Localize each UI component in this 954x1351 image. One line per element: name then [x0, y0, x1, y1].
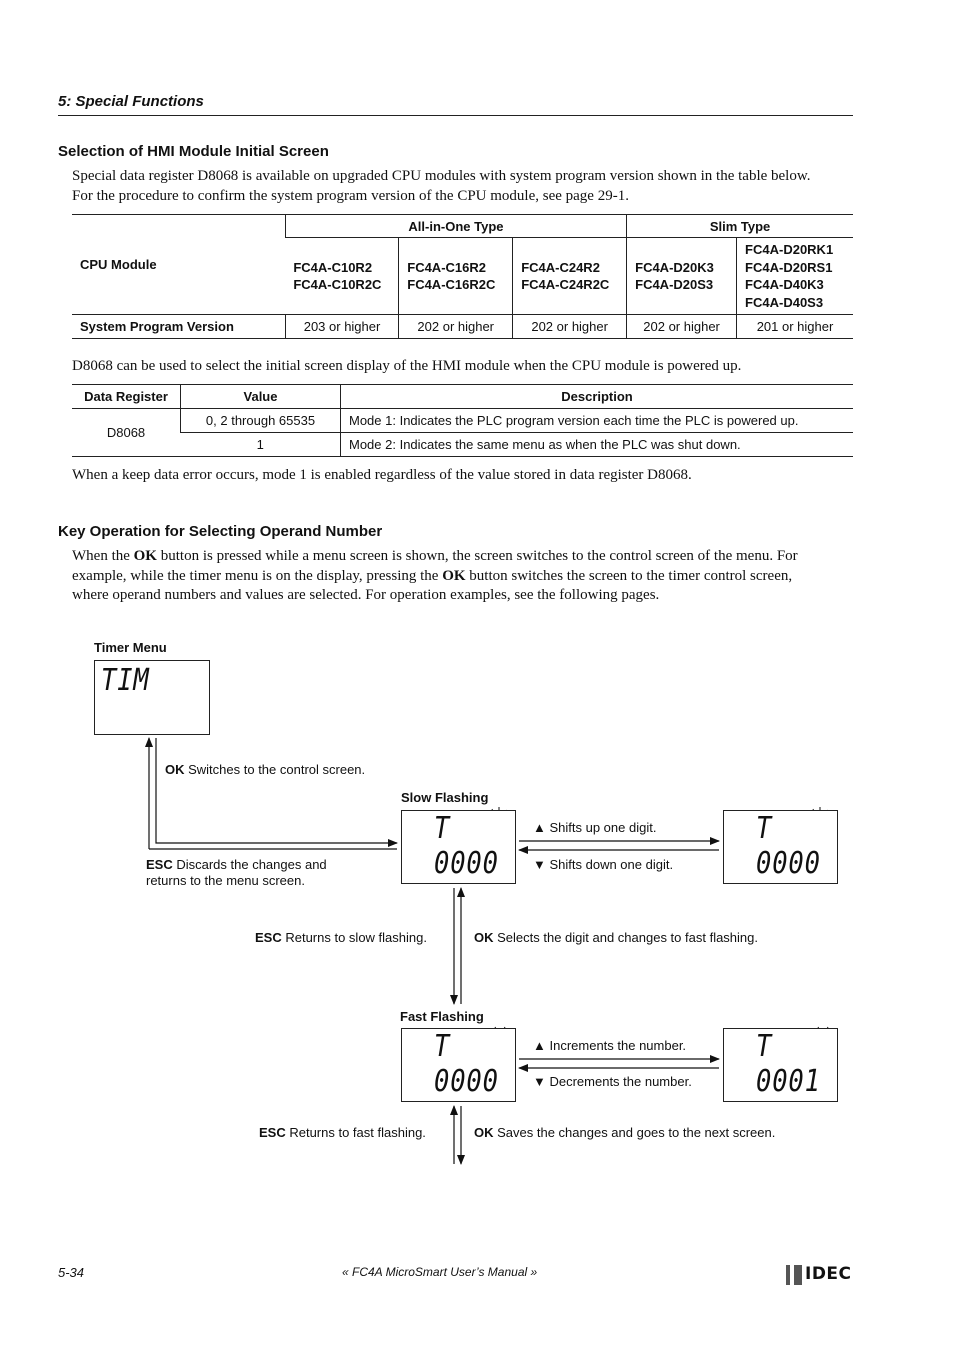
description-cell: Mode 1: Indicates the PLC program version each time the PLC is powered up.	[341, 409, 854, 433]
header-data-register: Data Register	[72, 385, 181, 409]
label-esc-fast: ESC Returns to fast flashing.	[259, 1125, 426, 1140]
paragraph-intro-2: For the procedure to confirm the system program version of the CPU module, see page 29-1.	[72, 188, 629, 204]
label-ok-select: OK Selects the digit and changes to fast flashing.	[474, 930, 759, 945]
timer-menu-label: Timer Menu	[94, 640, 167, 655]
lcd-slow-flashing-shifted	[723, 810, 838, 884]
paragraph-intro-1: Special data register D8068 is available on upgraded CPU modules with system program version shown in the table below.	[72, 168, 811, 184]
lcd-fast-flashing	[401, 1028, 516, 1102]
section-heading-hmi: Selection of HMI Module Initial Screen	[58, 143, 329, 160]
section-heading-key-operation: Key Operation for Selecting Operand Number	[58, 523, 383, 540]
version-cell: 202 or higher	[513, 315, 627, 339]
chapter-title: 5: Special Functions	[58, 93, 204, 110]
header-value: Value	[181, 385, 341, 409]
label-esc-slow: ESC Returns to slow flashing.	[255, 930, 427, 945]
cpu-module-label: CPU Module	[72, 215, 285, 315]
label-increment: ▲ Increments the number.	[533, 1038, 687, 1053]
module-cell: FC4A-D20RK1 FC4A-D20RS1 FC4A-D40K3 FC4A-D40S3	[737, 238, 853, 315]
paragraph-key-1: When the OK button is pressed while a menu screen is shown, the screen switches to the control screen of the menu. For	[72, 548, 798, 564]
version-cell: 202 or higher	[627, 315, 737, 339]
slow-flashing-label: Slow Flashing	[401, 790, 489, 805]
module-cell: FC4A-C24R2 FC4A-C24R2C	[513, 238, 627, 315]
group-slim: Slim Type	[627, 215, 853, 238]
paragraph-key-2: example, while the timer menu is on the display, pressing the OK button switches the screen to the timer control screen,	[72, 568, 793, 584]
module-cell: FC4A-D20K3 FC4A-D20S3	[627, 238, 737, 315]
idec-logo	[786, 1264, 854, 1286]
header-description: Description	[341, 385, 854, 409]
version-cell: 202 or higher	[399, 315, 513, 339]
version-cell: 203 or higher	[285, 315, 398, 339]
group-all-in-one: All-in-One Type	[285, 215, 626, 238]
module-cell: FC4A-C16R2 FC4A-C16R2C	[399, 238, 513, 315]
version-cell: 201 or higher	[737, 315, 853, 339]
system-version-label: System Program Version	[72, 315, 285, 339]
lcd-slow-flashing	[401, 810, 516, 884]
lcd-text: TIM	[101, 663, 150, 698]
page-number: 5-34	[58, 1265, 85, 1280]
value-cell: 0, 2 through 65535	[181, 409, 341, 433]
value-cell: 1	[181, 433, 341, 457]
register-name: D8068	[72, 409, 181, 457]
lcd-text: T 0000	[434, 811, 499, 881]
module-cell: FC4A-C10R2 FC4A-C10R2C	[285, 238, 398, 315]
fast-flashing-label: Fast Flashing	[400, 1009, 484, 1024]
description-cell: Mode 2: Indicates the same menu as when the PLC was shut down.	[341, 433, 854, 457]
lcd-text: T 0001	[756, 1029, 821, 1099]
lcd-text: T 0000	[434, 1029, 499, 1099]
lcd-timer-menu	[94, 660, 210, 735]
label-ok-save: OK Saves the changes and goes to the next screen.	[474, 1125, 776, 1140]
label-ok-switch: OK Switches to the control screen.	[165, 762, 366, 777]
label-shift-down: ▼ Shifts down one digit.	[533, 857, 674, 872]
label-decrement: ▼ Decrements the number.	[533, 1074, 692, 1089]
idec-logo-text: IDEC	[805, 1264, 852, 1284]
paragraph-d8068-usage: D8068 can be used to select the initial screen display of the HMI module when the CPU module is powered up.	[72, 358, 742, 374]
paragraph-keep-data: When a keep data error occurs, mode 1 is enabled regardless of the value stored in data register D8068.	[72, 467, 692, 483]
manual-title: « FC4A MicroSmart User’s Manual »	[342, 1265, 538, 1279]
lcd-text: T 0000	[756, 811, 821, 881]
label-esc-discard: ESC Discards the changes and returns to the menu screen.	[146, 857, 327, 888]
lcd-fast-flashing-incremented	[723, 1028, 838, 1102]
paragraph-key-3: where operand numbers and values are selected. For operation examples, see the following pages.	[72, 587, 660, 603]
label-shift-up: ▲ Shifts up one digit.	[533, 820, 657, 835]
